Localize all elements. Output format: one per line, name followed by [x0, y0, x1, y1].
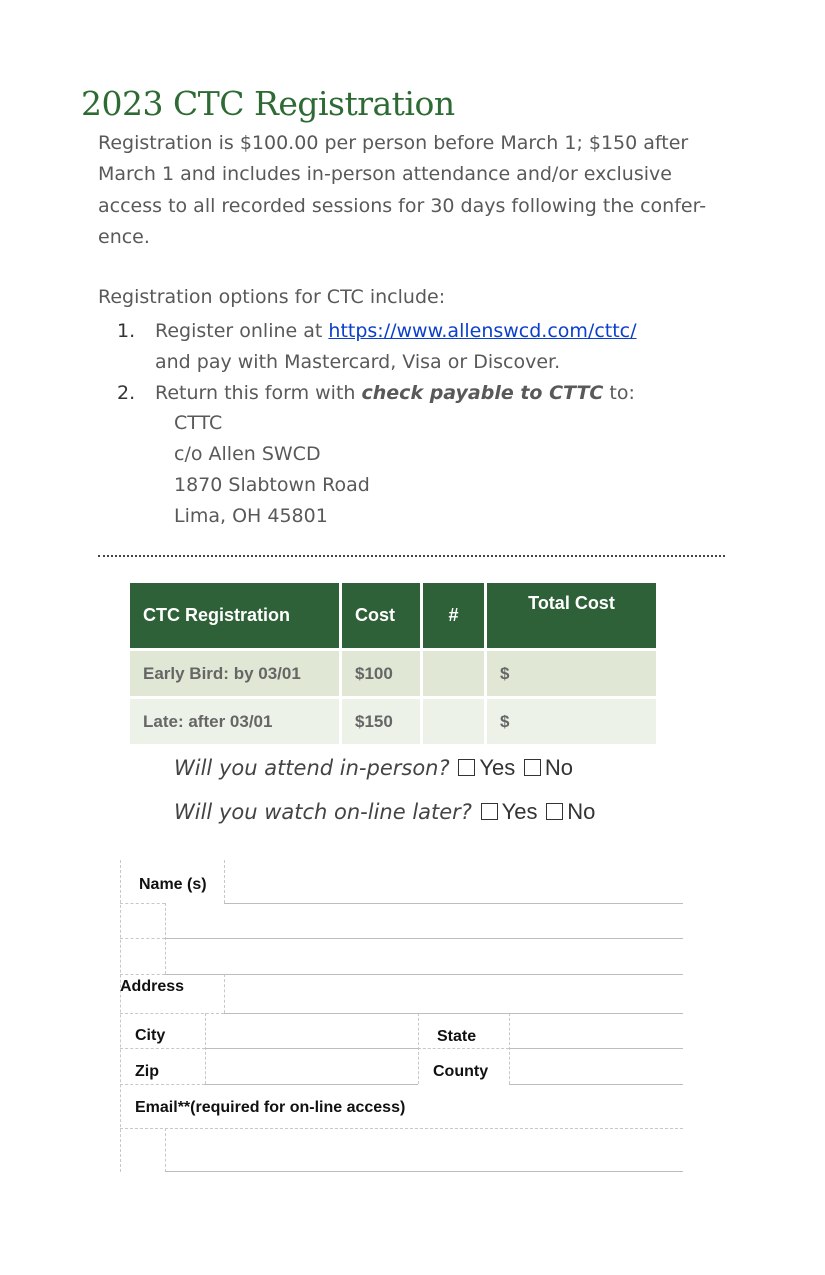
option-yes: Yes	[501, 799, 538, 824]
name-field-line[interactable]	[224, 903, 683, 904]
row-cost: $150	[342, 699, 420, 744]
question-text: Will you watch on-line later?	[174, 800, 472, 824]
table-row	[130, 651, 656, 696]
checkbox-no[interactable]	[524, 759, 541, 776]
option-no: No	[544, 755, 574, 780]
row-cost: $100	[342, 651, 420, 696]
address-line: CTTC	[174, 412, 223, 434]
header-count: #	[423, 583, 484, 648]
registration-link[interactable]: https://www.allenswcd.com/cttc/	[328, 320, 637, 342]
form-border	[120, 860, 121, 1172]
names-label: Name (s)	[139, 876, 207, 893]
row-total-field[interactable]: $	[487, 651, 656, 696]
zip-label: Zip	[135, 1063, 159, 1080]
intro-line: access to all recorded sessions for 30 days following the confer-	[98, 194, 707, 217]
checkbox-yes[interactable]	[481, 803, 498, 820]
table-header-row	[130, 583, 656, 648]
email-label: Email**(required for on-line access)	[135, 1099, 406, 1116]
address-line: 1870 Slabtown Road	[174, 474, 370, 496]
checkbox-yes[interactable]	[458, 759, 475, 776]
intro-line: Registration is $100.00 per person before March 1; $150 after	[98, 132, 689, 154]
header-total-cost: Total Cost	[487, 583, 656, 648]
option-text: and pay with Mastercard, Visa or Discover.	[155, 351, 561, 373]
name-field-line[interactable]	[165, 938, 683, 939]
intro-line: March 1 and includes in-person attendance and/or exclusive	[98, 163, 672, 186]
intro-line: ence.	[98, 225, 150, 248]
question-watch	[174, 799, 595, 825]
header-cost: Cost	[342, 583, 420, 648]
county-field-line[interactable]	[509, 1084, 683, 1085]
check-payable-text: check payable to CTTC	[361, 382, 604, 404]
option-text: to:	[603, 382, 635, 404]
page-title: 2023 CTC Registration	[81, 84, 455, 123]
address-line: c/o Allen SWCD	[174, 443, 321, 465]
state-field-line[interactable]	[509, 1048, 683, 1049]
form-border	[120, 1048, 205, 1049]
table-row	[130, 699, 656, 744]
name-field-line[interactable]	[165, 974, 683, 975]
form-border	[120, 1128, 683, 1129]
checkbox-no[interactable]	[546, 803, 563, 820]
option-no: No	[567, 799, 596, 824]
row-count-field[interactable]	[423, 699, 484, 744]
question-attend	[174, 755, 573, 781]
state-label: State	[437, 1028, 477, 1045]
form-border	[120, 1013, 224, 1014]
city-label: City	[135, 1027, 166, 1044]
options-intro: Registration options for CTC include:	[98, 286, 446, 308]
option-text: Return this form with	[155, 382, 362, 404]
form-border	[165, 1128, 166, 1172]
option-text: Register online at	[155, 320, 329, 342]
form-border	[120, 974, 165, 975]
row-label: Early Bird: by 03/01	[130, 651, 339, 696]
form-border	[224, 974, 225, 1013]
intro-paragraph	[98, 128, 743, 253]
registration-table	[127, 580, 659, 747]
city-field-line[interactable]	[205, 1048, 418, 1049]
address-line: Lima, OH 45801	[174, 505, 328, 527]
list-number: 2.	[117, 382, 136, 404]
county-label: County	[433, 1063, 489, 1080]
form-border	[418, 1048, 509, 1049]
form-border	[120, 903, 165, 904]
header-registration: CTC Registration	[130, 583, 339, 648]
address-label: Address	[120, 978, 185, 995]
list-number: 1.	[117, 320, 136, 342]
cut-line-divider	[98, 555, 725, 557]
zip-field-line[interactable]	[205, 1084, 418, 1085]
row-count-field[interactable]	[423, 651, 484, 696]
question-text: Will you attend in-person?	[174, 756, 450, 780]
row-total-field[interactable]: $	[487, 699, 656, 744]
option-yes: Yes	[479, 755, 516, 780]
email-field-line[interactable]	[165, 1171, 683, 1172]
form-border	[224, 860, 225, 903]
form-border	[120, 1084, 205, 1085]
row-label: Late: after 03/01	[130, 699, 339, 744]
form-border	[120, 938, 165, 939]
address-field-line[interactable]	[224, 1013, 683, 1014]
